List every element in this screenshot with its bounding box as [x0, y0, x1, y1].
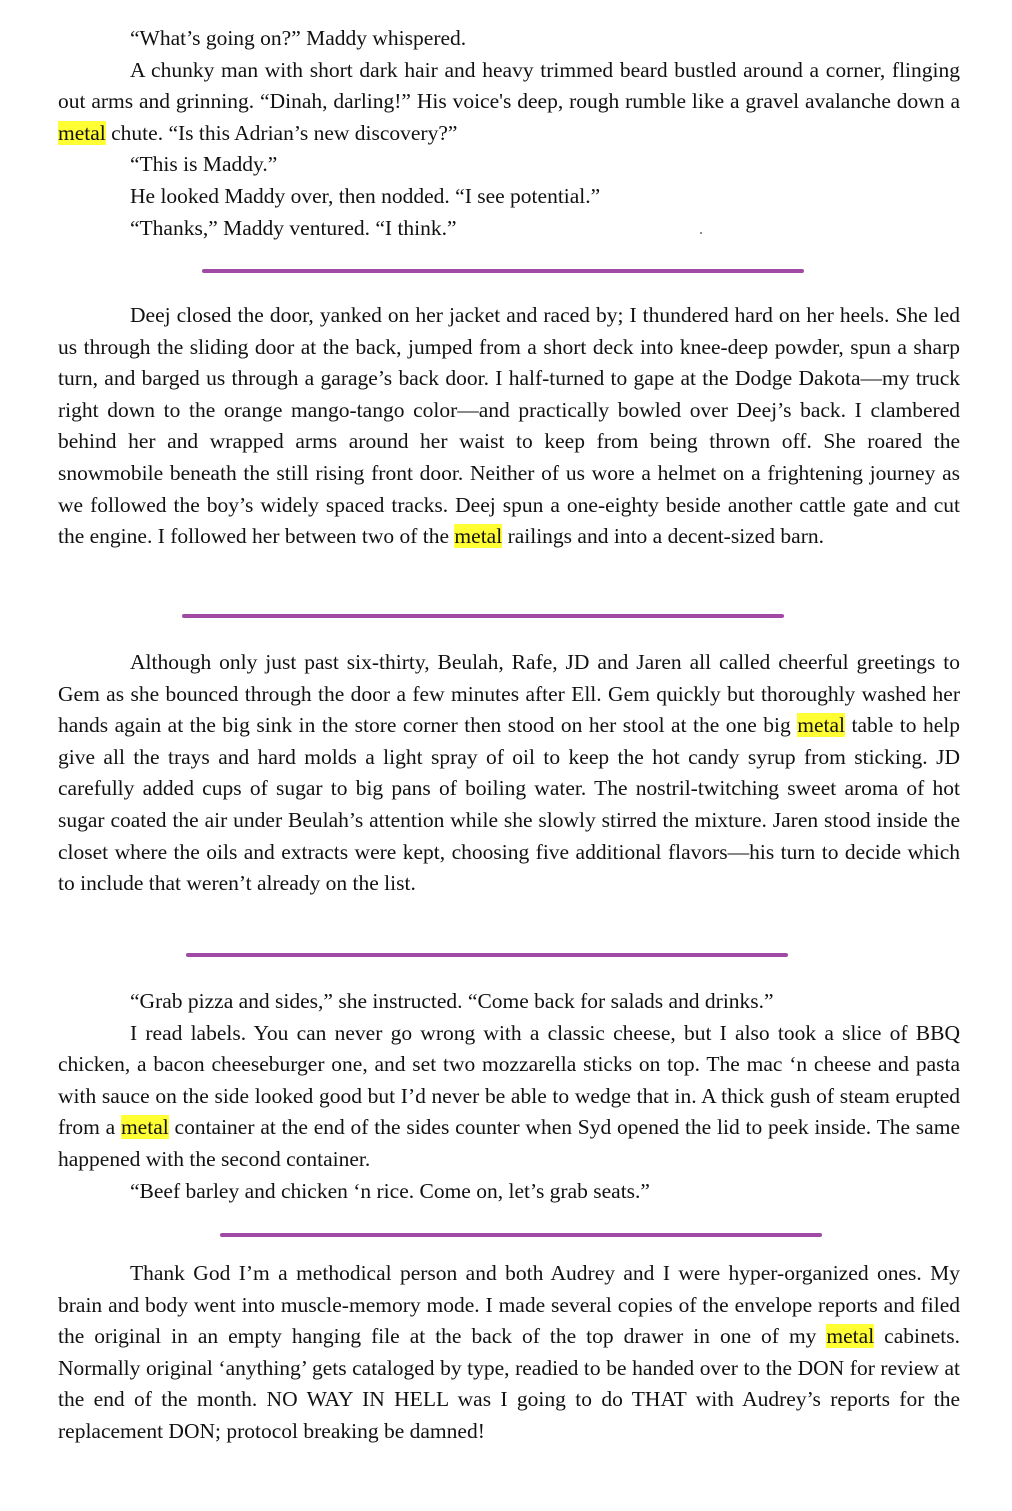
paragraph-text: railings and into a decent-sized barn.	[502, 524, 824, 549]
excerpt-2	[58, 300, 960, 553]
paragraph	[58, 181, 960, 213]
paragraph	[58, 647, 960, 900]
highlighted-word: metal	[826, 1324, 875, 1349]
paragraph	[58, 300, 960, 553]
highlighted-word: metal	[58, 120, 106, 145]
paragraph-text: I read labels. You can never go wrong with a classic cheese, but I also took a slice of BBQ chicken, a bacon cheeseburger one, and set two mozzarella sticks on top. The mac ‘n cheese and pasta with sauce on the side looked good but I’d never be able to wedge that in. A thick gush of steam erupted from a	[58, 1020, 960, 1140]
paragraph-text: “What’s going on?” Maddy whispered.	[130, 26, 467, 50]
paragraph-text: “Grab pizza and sides,” she instructed. “Come back for salads and drinks.”	[130, 989, 774, 1013]
stray-mark	[700, 232, 702, 234]
paragraph-text: “This is Maddy.”	[130, 152, 278, 177]
paragraph	[58, 1018, 960, 1176]
paragraph-text: “Thanks,” Maddy ventured. “I think.”	[130, 215, 457, 240]
excerpt-3	[58, 647, 960, 900]
highlighted-word: metal	[120, 1115, 169, 1140]
highlighted-word: metal	[454, 524, 503, 549]
section-divider	[182, 614, 784, 618]
paragraph	[58, 55, 960, 150]
section-divider	[220, 1233, 822, 1237]
paragraph	[58, 213, 960, 245]
paragraph-text: container at the end of the sides counter when Syd opened the lid to peek inside. The same happened with the second container.	[58, 1115, 960, 1171]
paragraph-text: Thank God I’m a methodical person and both Audrey and I were hyper-organized ones. My brain and body went into muscle-memory mode. I made several copies of the envelope reports and filed the original in an empty hanging file at the back of the top drawer in one of my	[58, 1261, 960, 1349]
paragraph-text: table to help give all the trays and hard molds a light spray of oil to keep the hot candy syrup from sticking. JD carefully added cups of sugar to big pans of boiling water. The nostril-twitching sweet aroma of hot sugar coated the air under Beulah’s attention while she slowly stirred the mixture. Jaren stood inside the closet where the oils and extracts were kept, choosing five additional flavors—his turn to decide which to include that weren’t already on the list.	[58, 713, 960, 896]
paragraph-text: “Beef barley and chicken ‘n rice. Come on, let’s grab seats.”	[130, 1178, 650, 1203]
paragraph-text: cabinets. Normally original ‘anything’ gets cataloged by type, readied to be handed over to the DON for review at the end of the month. NO WAY IN HELL was I going to do THAT with Audrey’s reports for the replacement DON; protocol breaking be damned!	[58, 1324, 960, 1443]
excerpt-4	[58, 986, 960, 1207]
paragraph	[58, 1258, 960, 1448]
section-divider	[202, 269, 804, 273]
paragraph-text: Although only just past six-thirty, Beulah, Rafe, JD and Jaren all called cheerful greetings to Gem as she bounced through the door a few minutes after Ell. Gem quickly but thoroughly washed her hands again at the big sink in the store corner then stood on her stool at the one big	[58, 650, 960, 738]
highlighted-word: metal	[797, 713, 846, 738]
paragraph-text: chute. “Is this Adrian’s new discovery?”	[105, 120, 458, 145]
excerpt-1	[58, 23, 960, 244]
paragraph	[58, 1176, 960, 1208]
section-divider	[186, 953, 788, 957]
paragraph-text: Deej closed the door, yanked on her jacket and raced by; I thundered hard on her heels. She led us through the sliding door at the back, jumped from a short deck into knee-deep powder, spun a sharp turn, and barged us through a garage’s back door. I half-turned to gape at the Dodge Dakota—my truck right down to the orange mango-tango color—and practically bowled over Deej’s back. I clambered behind her and wrapped arms around her waist to keep from being thrown off. She roared the snowmobile beneath the still rising front door. Neither of us wore a helmet on a frightening journey as we followed the boy’s widely spaced tracks. Deej spun a one-eighty beside another cattle gate and cut the engine. I followed her between two of the	[58, 303, 960, 549]
paragraph	[58, 986, 960, 1018]
paragraph	[58, 23, 960, 55]
paragraph	[58, 149, 960, 181]
paragraph-text: He looked Maddy over, then nodded. “I see potential.”	[130, 183, 601, 208]
excerpt-5	[58, 1258, 960, 1448]
paragraph-text: A chunky man with short dark hair and heavy trimmed beard bustled around a corner, flinging out arms and grinning. “Dinah, darling!” His voice's deep, rough rumble like a gravel avalanche down a	[58, 57, 960, 114]
